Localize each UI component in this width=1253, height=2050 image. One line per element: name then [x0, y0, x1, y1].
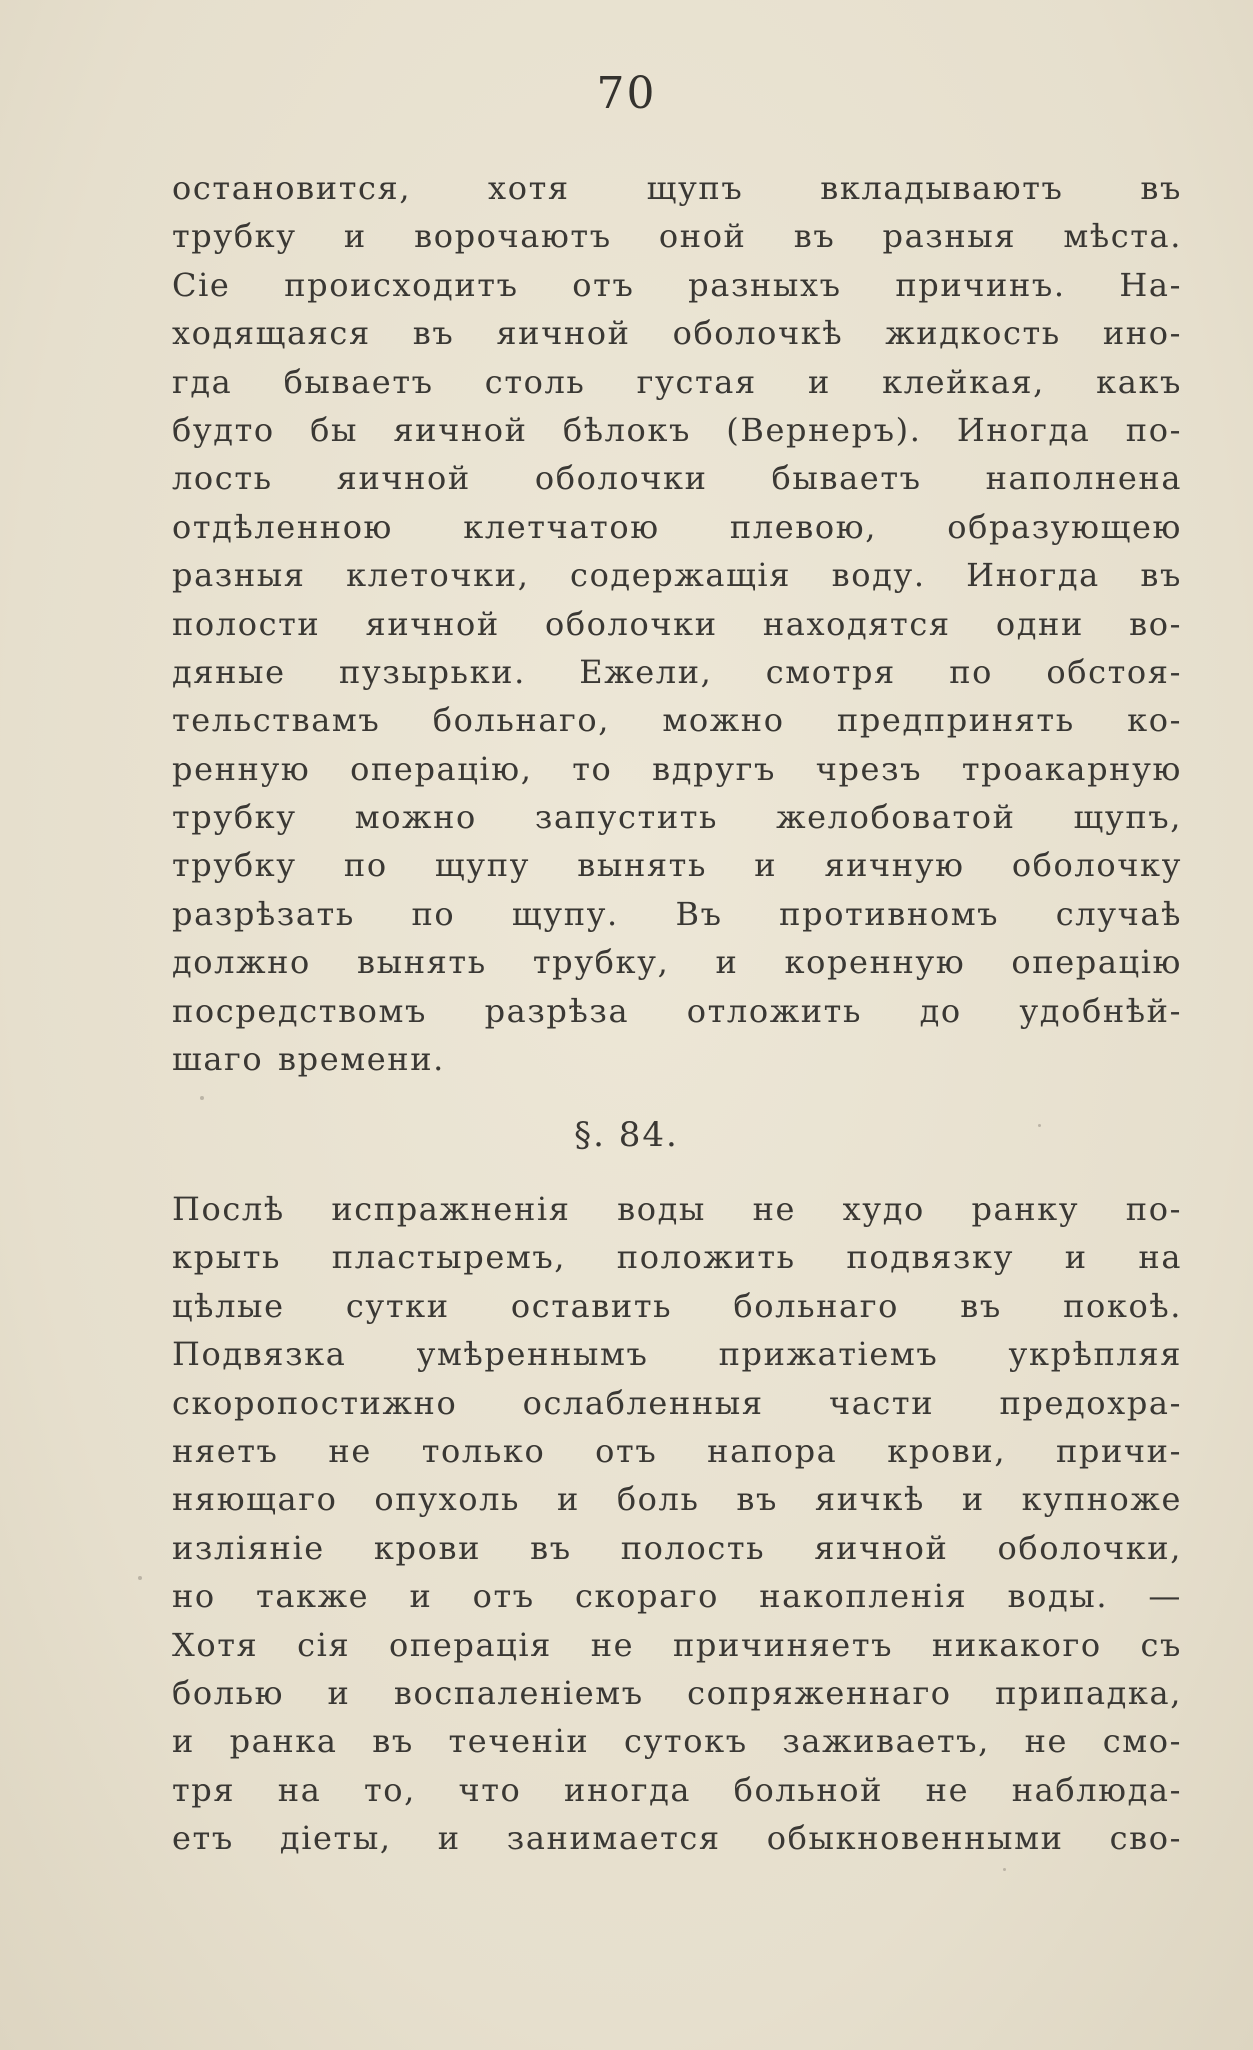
paragraph-1	[172, 164, 1182, 1083]
text-line: Хотя сія операція не причиняетъ никакого съ	[172, 1625, 1182, 1664]
text-line: ренную операцію, то вдругъ чрезъ троакарную	[172, 749, 1182, 788]
text-line: остановится, хотя щупъ вкладываютъ въ	[172, 169, 1182, 207]
text-line: Подвязка умѣреннымъ прижатіемъ укрѣпляя	[172, 1335, 1182, 1374]
paper-speck	[1038, 1124, 1041, 1127]
text-line: будто бы яичной бѣлокъ (Вернеръ). Иногда по-	[172, 410, 1182, 449]
text-line: гда бываетъ столь густая и клейкая, какъ	[172, 362, 1182, 401]
section-heading: §. 84.	[574, 1115, 679, 1155]
page-number: 70	[596, 68, 657, 119]
paper-speck	[200, 1096, 204, 1100]
text-line: дяные пузырьки. Ежели, смотря по обстоя-	[172, 652, 1182, 691]
text-line: няющаго опухоль и боль въ яичкѣ и купноже	[172, 1480, 1182, 1519]
text-line: разрѣзать по щупу. Въ противномъ случаѣ	[172, 894, 1182, 933]
text-line: посредствомъ разрѣза отложить до удобнѣй-	[172, 991, 1182, 1030]
text-line: тельствамъ больнаго, можно предпринять ко-	[172, 701, 1182, 740]
text-line: изліяніе крови въ полость яичной оболочки,	[172, 1528, 1182, 1567]
text-line: няетъ не только отъ напора крови, причи-	[172, 1431, 1182, 1470]
text-line: трубку можно запустить желобоватой щупъ,	[172, 798, 1182, 837]
text-line: должно вынять трубку, и коренную операцію	[172, 943, 1182, 982]
paragraph-2	[172, 1185, 1182, 1862]
text-line: болью и воспаленіемъ сопряженнаго припадка,	[172, 1673, 1182, 1712]
text-line: крыть пластыремъ, положить подвязку и на	[172, 1238, 1182, 1277]
text-line: скоропостижно ослабленныя части предохра-	[172, 1383, 1182, 1422]
text-line: но также и отъ скораго накопленія воды. —	[172, 1577, 1182, 1616]
text-line: етъ діеты, и занимается обыкновенными сво-	[172, 1819, 1182, 1858]
text-line: ходящаяся въ яичной оболочкѣ жидкость ино-	[172, 314, 1182, 353]
text-line: Сіе происходитъ отъ разныхъ причинъ. На-	[172, 265, 1182, 304]
paper-speck	[1003, 1868, 1006, 1871]
text-line: полости яичной оболочки находятся одни во-	[172, 604, 1182, 643]
text-line: тря на то, что иногда больной не наблюда-	[172, 1770, 1182, 1809]
text-line: разныя клеточки, содержащія воду. Иногда въ	[172, 556, 1182, 595]
text-line: и ранка въ теченіи сутокъ заживаетъ, не смо-	[172, 1722, 1182, 1761]
paper-speck	[138, 1576, 142, 1580]
text-line: трубку и ворочаютъ оной въ разныя мѣста.	[172, 217, 1182, 256]
text-line: шаго времени.	[172, 1040, 445, 1079]
text-line: цѣлые сутки оставить больнаго въ покоѣ.	[172, 1286, 1182, 1325]
text-line: лость яичной оболочки бываетъ наполнена	[172, 459, 1182, 498]
text-line: трубку по щупу вынять и яичную оболочку	[172, 846, 1182, 885]
text-line: Послѣ испражненія воды не худо ранку по-	[172, 1190, 1182, 1228]
text-line: отдѣленною клетчатою плевою, образующею	[172, 507, 1182, 546]
